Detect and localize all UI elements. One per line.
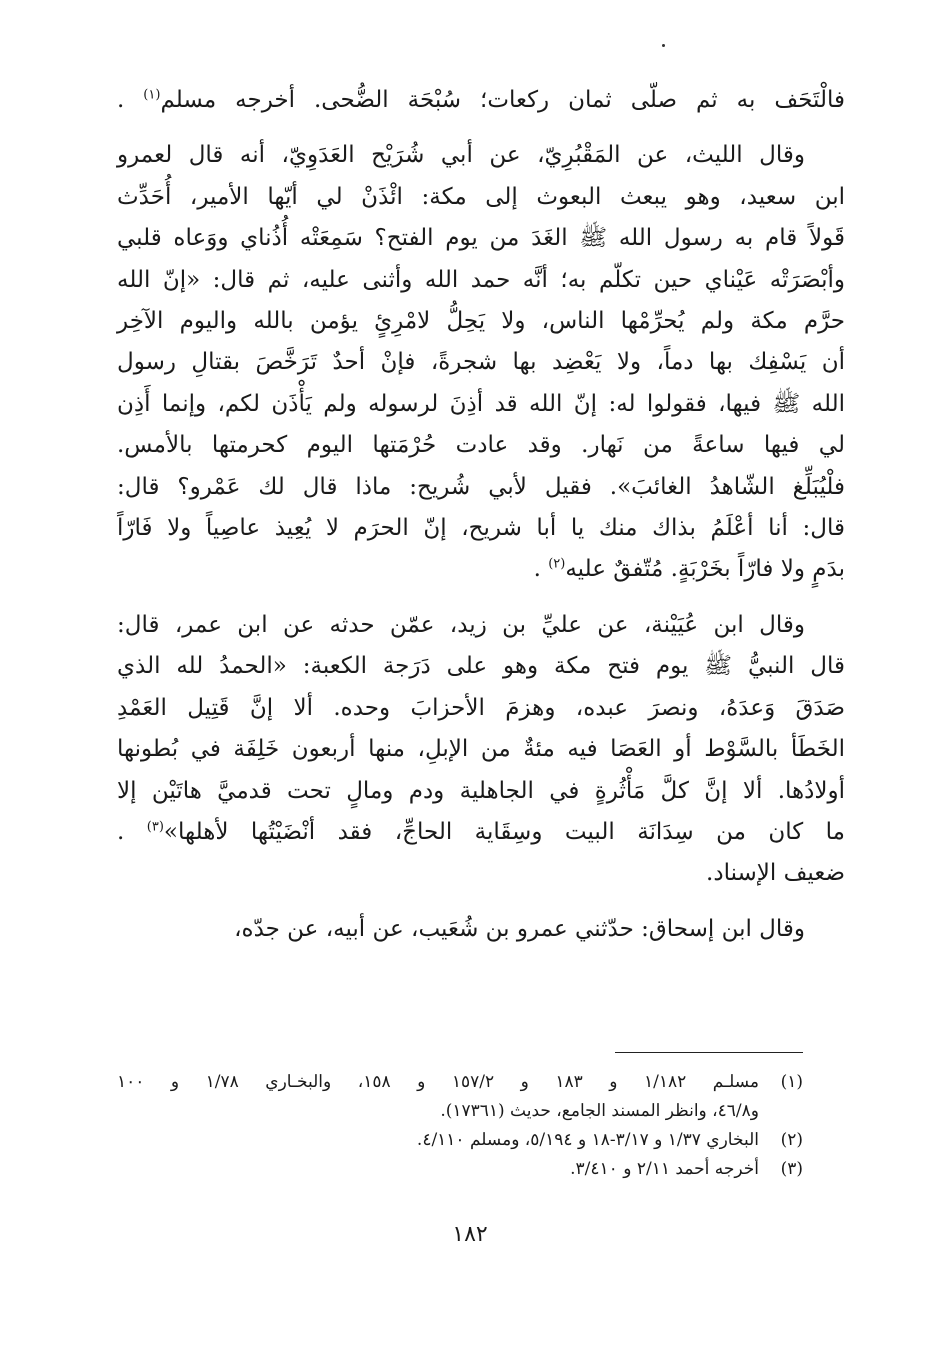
footnote-text [117, 1126, 759, 1155]
text-line: الله ﷺ فيها، فقولوا له: إنّ الله قد أذِنَ لرسوله ولم يَأْذَن لكم، وإنما أَذِن [117, 390, 845, 417]
paragraph-1 [117, 80, 845, 121]
text-line: أن يَسْفِك بها دماً، ولا يَعْضِد بها شجرةً، فإنْ أحدٌ تَرَخَّصَ بقتالِ رسول [117, 349, 845, 376]
footnote-text [117, 1155, 759, 1184]
footnote-ref-3: (٣) [146, 819, 164, 835]
footnote-separator [615, 1052, 803, 1053]
footnote-line: البخاري ١/٣٧ و ٣/١٧-١٨ و ٥/١٩٤، ومسلم ٤/١١٠. [416, 1130, 759, 1150]
footnote-3 [117, 1155, 803, 1184]
footnote-text [117, 1068, 759, 1126]
text-line: وقال ابن عُيَيْنة، عن عليِّ بن زيد، عمّن حدثه عن ابن عمر، قال: [117, 611, 805, 638]
footnote-line: أخرجه أحمد ٢/١١ و ٣/٤١٠. [570, 1159, 759, 1179]
footnote-number: (٣) [780, 1159, 803, 1179]
text-line: وقال الليث، عن المَقْبُرِيّ، عن أبي شُرَيْح العَدَوِيّ، أنه قال لعمرو [117, 142, 805, 169]
text-line: فلْيُبَلِّغ الشّاهدُ الغائبَ». فقيل لأبي شُريح: ماذا قال لك عَمْرو؟ قال: [117, 473, 845, 500]
paragraph-3-cont [117, 646, 845, 894]
footnote-line: مسلـم ١/١٨٢ و ١٨٣ و ١٥٧/٢ و ١٥٨، والبخـاري ١/٧٨ و ١٠٠ [117, 1072, 759, 1092]
text-line: بدَمٍ ولا فارّاً بخَرْبَةٍ. مُتّفقٌ عليه$^{(٢)}$ . [533, 556, 845, 583]
footnote-line: و٤٦/٨، وانظر المسند الجامع، حديث (١٧٣٦١). [440, 1101, 759, 1121]
text-line: لي فيها ساعةً من نَهار. وقد عادت حُرْمَتها اليوم كحرمتها بالأمس. [117, 432, 845, 459]
paragraph-4 [117, 909, 845, 950]
text-line: الخَطَأ بالسَّوْط أو العَصَا فيه مئةٌ من الإبلِ، منها أربعون خَلِفَة في بُطونها [117, 736, 845, 763]
text-line: حرَّم مكة ولم يُحرِّمْها الناس، ولا يَحِلُّ لامْرِئٍ يؤمن بالله واليوم الآخِر [117, 308, 845, 335]
footnote-number: (٢) [780, 1130, 803, 1150]
text-line: ابن سعيد، وهو يبعث البعوث إلى مكة: ائْذَنْ لي أيّها الأمير، أُحَدِّث [117, 183, 845, 210]
page-number: ١٨٢ [452, 1222, 488, 1247]
footnote-ref-1: (١) [143, 87, 161, 103]
footnotes [117, 1068, 803, 1184]
paragraph-3 [117, 605, 845, 646]
text-line: أولادُها. ألا إنَّ كلَّ مَأْثُرةٍ في الجاهلية ودم ومالٍ تحت قدميَّ هاتَيْن إلا [117, 777, 845, 804]
text-line: قال: أنا أعْلَمُ بذاك منك يا أبا شريح، إنّ الحرَم لا يُعِيذ عاصِياً ولا فَارّاً [117, 515, 845, 542]
text-line: وقال ابن إسحاق: حدّثني عمرو بن شُعَيب، عن أبيه، عن جدّه، [234, 915, 805, 942]
footnote-number: (١) [780, 1072, 803, 1092]
text-line: ما كان من سِدَانَة البيت وسِقَاية الحاجِّ، فقد أنْضَيْتُها لأهلها»$^{(٣)}$ . [117, 818, 845, 845]
text-line: وأبْصَرَتْه عَيْناي حين تكلّم به؛ أنَّه حمد الله وأثنى عليه، ثم قال: «إنّ الله [117, 266, 845, 293]
text-line: فالْتَحَف به ثم صلّى ثمان ركعات؛ سُبْحَة الضُّحى. أخرجه مسلم$^{(١)}$ . [117, 87, 845, 113]
footnote-1 [117, 1068, 803, 1126]
text-line: صَدَقَ وَعدَهُ، ونصرَ عبده، وهزمَ الأحزابَ وحده. ألا إنَّ قَتِيل العَمْدِ [117, 694, 845, 721]
page-mark [662, 44, 665, 47]
footnote-ref-2: (٢) [548, 556, 566, 572]
text-line: قال النبيُّ ﷺ يوم فتح مكة وهو على دَرَجة الكعبة: «الحمدُ لله الذي [117, 653, 845, 680]
main-text [117, 80, 845, 950]
footnote-2 [117, 1126, 803, 1155]
text-line: قَولاً قام به رسول الله ﷺ الغَدَ من يوم الفتح؟ سَمِعَتْه أُذُناي ووَعاه قلبي [117, 225, 845, 252]
paragraph-2 [117, 135, 845, 176]
paragraph-2-cont [117, 177, 845, 591]
text-line: ضعيف الإسناد. [706, 860, 845, 887]
